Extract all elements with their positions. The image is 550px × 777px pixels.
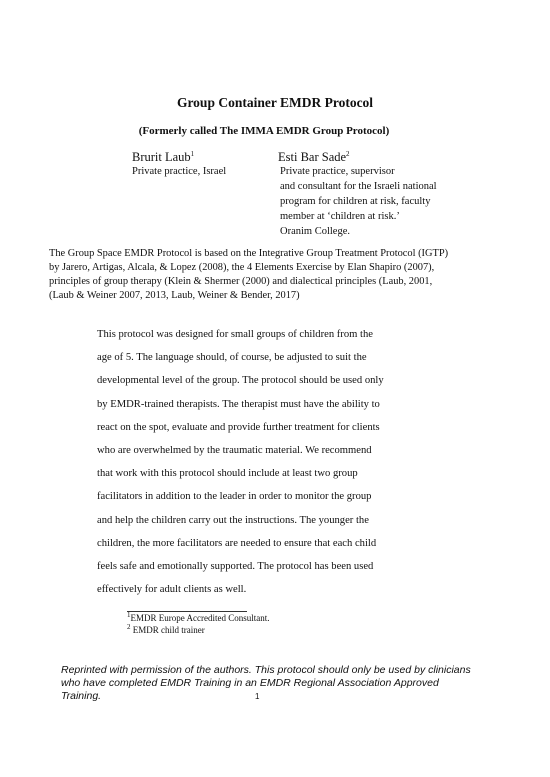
footnotes bbox=[127, 612, 269, 636]
body-paragraph bbox=[97, 323, 427, 601]
affiliation-line: Private practice, supervisor bbox=[280, 166, 395, 177]
footnote-2-text: EMDR child trainer bbox=[132, 625, 205, 635]
body-line: effectively for adult clients as well. bbox=[97, 584, 247, 596]
affiliation-line: Oranim College. bbox=[280, 226, 350, 237]
intro-paragraph bbox=[49, 247, 469, 303]
body-line: who are overwhelmed by the traumatic material. We recommend bbox=[97, 445, 372, 457]
author-2-name bbox=[278, 150, 350, 165]
footnote-2-mark: 2 bbox=[127, 623, 131, 631]
intro-line: The Group Space EMDR Protocol is based on the Integrative Group Treatment Protocol (IGTP) bbox=[49, 248, 449, 259]
author-1-footnote-mark: 1 bbox=[190, 149, 195, 158]
intro-line: by Jarero, Artigas, Alcala, & Lopez (2008), the 4 Elements Exercise by Elan Shapiro (2007), bbox=[49, 262, 435, 273]
footnote-1-mark: 1 bbox=[127, 611, 131, 619]
body-line: facilitators in addition to the leader in order to monitor the group bbox=[97, 491, 372, 503]
author-1-name-text: Brurit Laub bbox=[132, 150, 191, 164]
affiliation-line: Private practice, Israel bbox=[132, 166, 227, 177]
author-1-name bbox=[132, 150, 194, 165]
affiliation-line: and consultant for the Israeli national bbox=[280, 181, 437, 192]
document-title: Group Container EMDR Protocol bbox=[176, 95, 374, 110]
body-line: children, the more facilitators are needed to ensure that each child bbox=[97, 537, 377, 549]
author-2-footnote-mark: 2 bbox=[346, 149, 350, 158]
footnote-1-text: EMDR Europe Accredited Consultant. bbox=[130, 613, 270, 623]
body-line: This protocol was designed for small groups of children from the bbox=[97, 329, 373, 340]
footnote-1 bbox=[127, 612, 269, 624]
author-2-affiliation bbox=[280, 164, 480, 239]
author-2-name-text: Esti Bar Sade bbox=[278, 150, 347, 164]
reprint-line: Training. bbox=[61, 690, 102, 702]
body-line: developmental level of the group. The protocol should be used only bbox=[97, 375, 384, 387]
body-line: by EMDR-trained therapists. The therapist must have the ability to bbox=[97, 398, 380, 410]
intro-line: (Laub & Weiner 2007, 2013, Laub, Weiner & Bender, 2017) bbox=[49, 290, 300, 301]
footnote-2 bbox=[127, 624, 269, 636]
affiliation-line: program for children at risk, faculty bbox=[280, 196, 431, 207]
reprint-notice bbox=[61, 664, 481, 703]
body-line: feels safe and emotionally supported. The protocol has been used bbox=[97, 561, 374, 573]
affiliation-line: member at ‘children at risk.’ bbox=[280, 211, 400, 222]
page-number: 1 bbox=[255, 692, 260, 701]
author-1-affiliation bbox=[132, 164, 272, 179]
reprint-line: who have completed EMDR Training in an EMDR Regional Association Approved bbox=[61, 677, 439, 689]
body-line: age of 5. The language should, of course, be adjusted to suit the bbox=[97, 352, 367, 364]
intro-line: principles of group therapy (Klein & Shermer (2000) and dialectical principles (Laub, 2001, bbox=[49, 276, 433, 287]
document-subtitle: (Formerly called The IMMA EMDR Group Protocol) bbox=[138, 125, 390, 137]
reprint-line: Reprinted with permission of the authors. This protocol should only be used by clinicians bbox=[61, 664, 471, 676]
body-line: that work with this protocol should include at least two group bbox=[97, 468, 358, 480]
body-line: react on the spot, evaluate and provide further treatment for clients bbox=[97, 421, 380, 433]
body-line: and help the children carry out the instructions. The younger the bbox=[97, 514, 369, 526]
